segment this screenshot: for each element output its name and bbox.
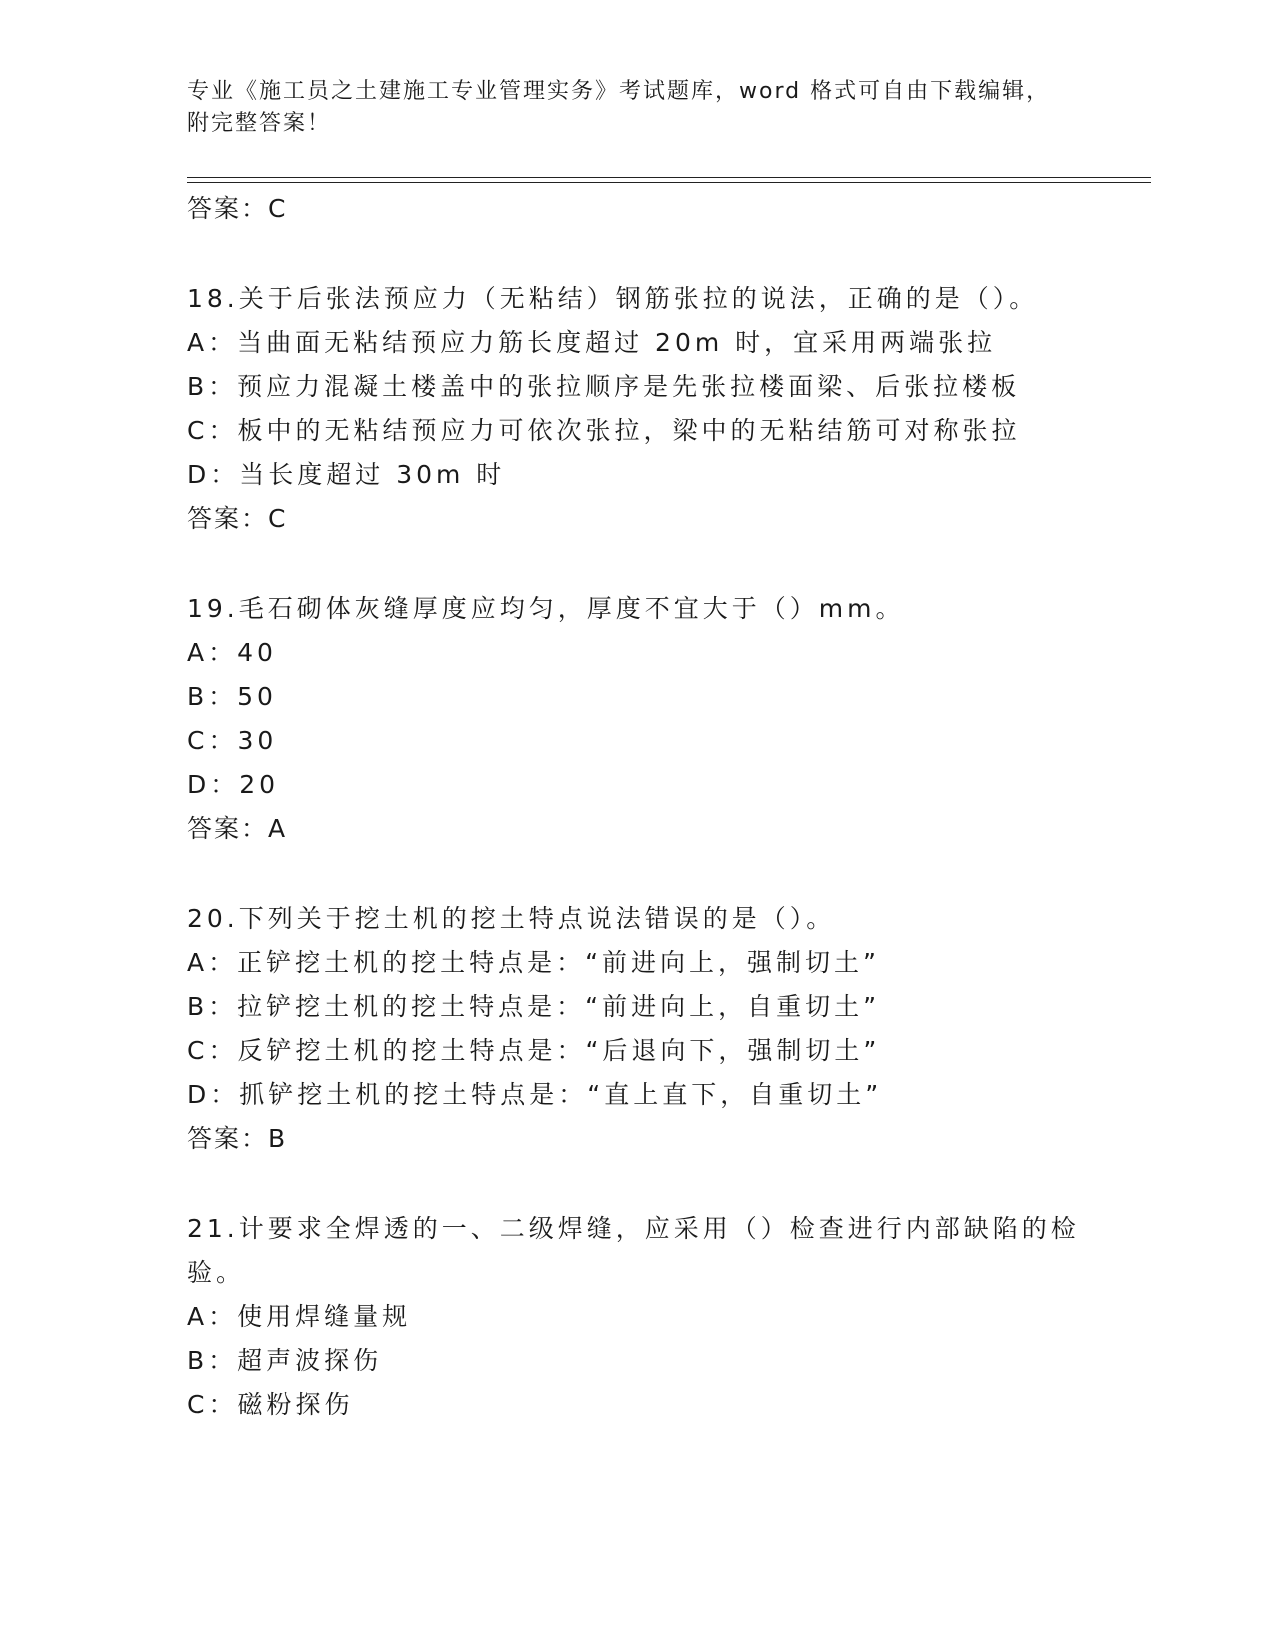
question-19-option-d: D：20 (187, 770, 280, 799)
question-18-text: 18.关于后张法预应力（无粘结）钢筋张拉的说法，正确的是（）。 (187, 284, 1039, 313)
question-20-option-b: B：拉铲挖土机的挖土特点是：“前进向上，自重切土” (187, 992, 881, 1021)
question-19-option-c: C：30 (187, 726, 278, 755)
question-20-option-d: D：抓铲挖土机的挖土特点是：“直上直下，自重切土” (187, 1080, 883, 1109)
question-18-option-b: B：预应力混凝土楼盖中的张拉顺序是先张拉楼面梁、后张拉楼板 (187, 372, 1021, 401)
question-21-text-line-1: 21.计要求全焊透的一、二级焊缝，应采用（）检查进行内部缺陷的检 (187, 1214, 1080, 1243)
question-21-option-b: B：超声波探伤 (187, 1346, 383, 1375)
header-rule-top (187, 177, 1151, 178)
question-18-option-d: D：当长度超过 30m 时 (187, 460, 506, 489)
question-20-option-a: A：正铲挖土机的挖土特点是：“前进向上，强制切土” (187, 948, 881, 977)
question-20-option-c: C：反铲挖土机的挖土特点是：“后退向下，强制切土” (187, 1036, 881, 1065)
question-21-text-line-2: 验。 (187, 1258, 246, 1287)
question-18-option-a: A：当曲面无粘结预应力筋长度超过 20m 时，宜采用两端张拉 (187, 328, 997, 357)
question-19-option-a: A：40 (187, 638, 277, 667)
document-header (187, 76, 1087, 140)
header-line-2: 附完整答案！ (187, 111, 332, 136)
question-20-answer: 答案：B (187, 1124, 288, 1153)
question-20-text: 20.下列关于挖土机的挖土特点说法错误的是（）。 (187, 904, 836, 933)
header-rule-bottom (187, 182, 1151, 183)
question-18-answer: 答案：C (187, 504, 288, 533)
question-18-option-c: C：板中的无粘结预应力可依次张拉，梁中的无粘结筋可对称张拉 (187, 416, 1021, 445)
header-line-1: 专业《施工员之土建施工专业管理实务》考试题库，word 格式可自由下载编辑， (187, 79, 1051, 104)
question-19-text: 19.毛石砌体灰缝厚度应均匀，厚度不宜大于（）mm。 (187, 594, 905, 623)
question-19-answer: 答案：A (187, 814, 288, 843)
question-21-option-c: C：磁粉探伤 (187, 1390, 354, 1419)
previous-answer: 答案：C (187, 194, 288, 223)
question-19-option-b: B：50 (187, 682, 277, 711)
question-21-option-a: A：使用焊缝量规 (187, 1302, 412, 1331)
